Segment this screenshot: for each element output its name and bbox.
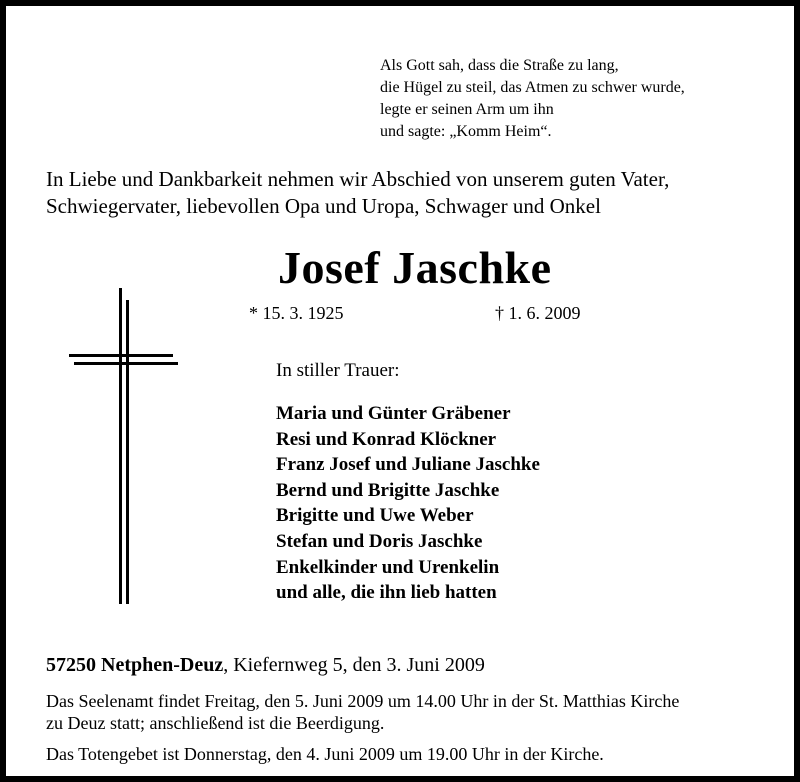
mourner: Enkelkinder und Urenkelin	[276, 556, 500, 578]
poem-line: Als Gott sah, dass die Straße zu lang,	[380, 57, 619, 74]
mourner: und alle, die ihn lieb hatten	[276, 582, 497, 604]
mourner: Brigitte und Uwe Weber	[276, 505, 474, 527]
poem	[380, 55, 685, 143]
cross-icon	[66, 288, 181, 604]
prayer-info: Das Totengebet ist Donnerstag, den 4. Juni 2009 um 19.00 Uhr in der Kirche.	[46, 744, 604, 764]
mourner: Bernd und Brigitte Jaschke	[276, 479, 500, 501]
mourners-list	[276, 401, 540, 606]
death-date: † 1. 6. 2009	[495, 303, 581, 323]
poem-line: legte er seinen Arm um ihn	[380, 101, 554, 118]
intro-line: In Liebe und Dankbarkeit nehmen wir Abschied von unserem guten Vater,	[46, 167, 670, 191]
mourner: Resi und Konrad Klöckner	[276, 428, 497, 450]
service-line: zu Deuz statt; anschließend ist die Beerdigung.	[46, 713, 385, 733]
mourner: Maria und Günter Gräbener	[276, 403, 511, 424]
address-rest: , Kiefernweg 5, den 3. Juni 2009	[223, 654, 485, 676]
intro-text	[46, 166, 669, 220]
service-line: Das Seelenamt findet Freitag, den 5. Juni 2009 um 14.00 Uhr in der St. Matthias Kirche	[46, 691, 680, 711]
birth-date: * 15. 3. 1925	[249, 303, 344, 323]
address-place: 57250 Netphen-Deuz	[46, 654, 224, 676]
address-line	[46, 654, 485, 677]
mourning-label: In stiller Trauer:	[276, 360, 400, 381]
poem-line: und sagte: „Komm Heim“.	[380, 123, 552, 140]
service-info	[46, 690, 679, 734]
poem-line: die Hügel zu steil, das Atmen zu schwer wurde,	[380, 79, 685, 96]
deceased-name: Josef Jaschke	[278, 242, 552, 293]
mourner: Franz Josef und Juliane Jaschke	[276, 454, 540, 476]
mourner: Stefan und Doris Jaschke	[276, 530, 483, 552]
intro-line: Schwiegervater, liebevollen Opa und Uropa, Schwager und Onkel	[46, 194, 601, 218]
